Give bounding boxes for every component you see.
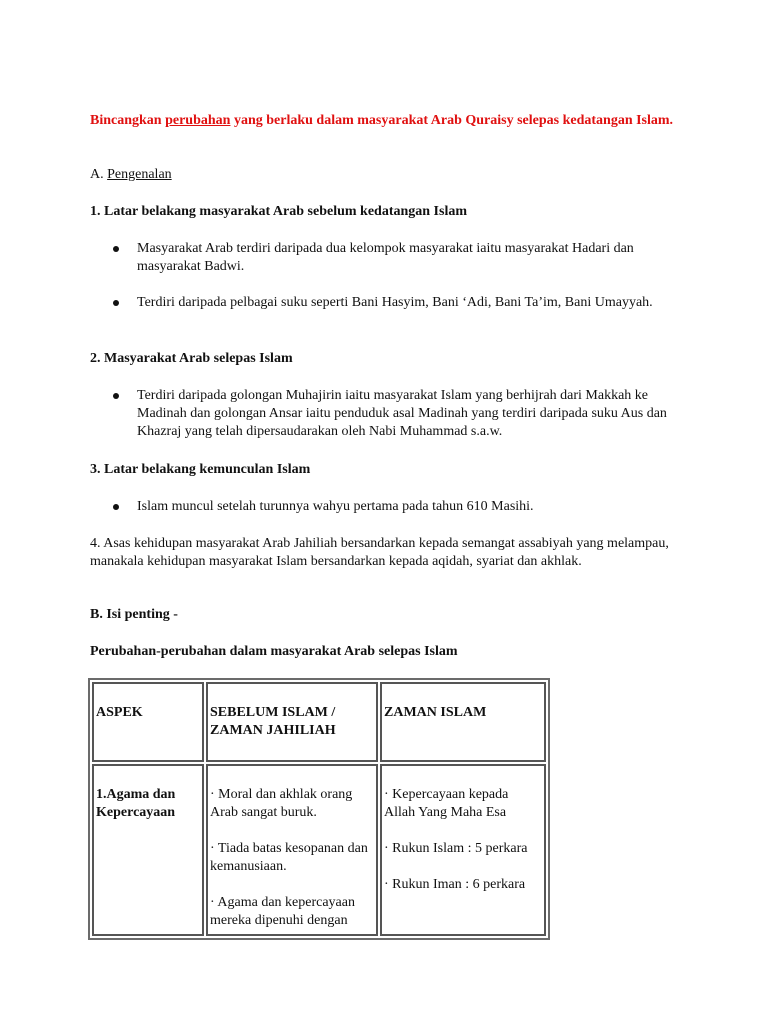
- section-2-list: [113, 387, 683, 441]
- table-caption: Perubahan-perubahan dalam masyarakat Arab selepas Islam: [90, 644, 458, 659]
- cell-point: · Tiada batas kesopanan dan kemanusiaan.: [210, 841, 368, 874]
- section-a-prefix: A.: [90, 167, 108, 182]
- bullet-dot: [113, 246, 119, 252]
- bullet-dot: [113, 504, 119, 510]
- cell-point: · Moral dan akhlak orang Arab sangat buruk.: [210, 787, 353, 820]
- header-aspek: ASPEK: [92, 682, 204, 762]
- cell-point: · Rukun Iman : 6 perkara: [384, 877, 526, 892]
- list-item: [113, 387, 683, 441]
- list-item: [113, 294, 683, 312]
- comparison-table: [88, 678, 550, 940]
- header-zaman-islam: ZAMAN ISLAM: [380, 682, 546, 762]
- section-b-heading: B. Isi penting -: [90, 607, 178, 622]
- header-sebelum-islam: SEBELUM ISLAM / ZAMAN JAHILIAH: [206, 682, 378, 762]
- section-3-heading: 3. Latar belakang kemunculan Islam: [90, 462, 311, 477]
- cell-point: · Kepercayaan kepada Allah Yang Maha Esa: [384, 787, 509, 820]
- bullet-dot: [113, 393, 119, 399]
- document-title: [90, 112, 690, 130]
- cell-zaman: [380, 764, 546, 936]
- section-1-list: [113, 240, 683, 312]
- cell-point: · Agama dan kepercayaan mereka dipenuhi dengan: [210, 895, 355, 928]
- list-item: [113, 498, 683, 516]
- table-header-row: [92, 682, 546, 762]
- cell-aspek: 1.Agama dan Kepercayaan: [92, 764, 204, 936]
- bullet-dot: [113, 300, 119, 306]
- section-1-heading: 1. Latar belakang masyarakat Arab sebelum kedatangan Islam: [90, 204, 468, 219]
- title-text-start: Bincangkan: [90, 113, 166, 128]
- paragraph-4: 4. Asas kehidupan masyarakat Arab Jahiliah bersandarkan kepada semangat assabiyah yang melampau, manakala kehidupan masyarakat Islam bersandarkan kepada aqidah, syariat dan akhlak.: [90, 536, 669, 569]
- list-item: [113, 240, 683, 276]
- table-row: [92, 764, 546, 936]
- section-a-heading: [90, 166, 172, 184]
- section-a-label: Pengenalan: [107, 167, 172, 182]
- cell-sebelum: [206, 764, 378, 936]
- list-item-text: Terdiri daripada golongan Muhajirin iaitu masyarakat Islam yang berhijrah dari Makkah ke Madinah dan golongan Ansar iaitu penduduk asal Madinah yang terdiri daripada suku Aus dan Khazraj yang telah dipersaudarakan oleh Nabi Muhammad s.a.w.: [137, 388, 667, 439]
- cell-point: · Rukun Islam : 5 perkara: [384, 841, 528, 856]
- list-item-text: Masyarakat Arab terdiri daripada dua kelompok masyarakat iaitu masyarakat Hadari dan masyarakat Badwi.: [137, 241, 634, 274]
- title-text-end: yang berlaku dalam masyarakat Arab Quraisy selepas kedatangan Islam.: [230, 113, 674, 128]
- section-2-heading: 2. Masyarakat Arab selepas Islam: [90, 351, 293, 366]
- list-item-text: Terdiri daripada pelbagai suku seperti Bani Hasyim, Bani ‘Adi, Bani Ta’im, Bani Umayyah.: [137, 295, 653, 310]
- list-item-text: Islam muncul setelah turunnya wahyu pertama pada tahun 610 Masihi.: [137, 499, 534, 514]
- section-3-list: [113, 498, 683, 516]
- title-underlined-word: perubahan: [165, 113, 231, 128]
